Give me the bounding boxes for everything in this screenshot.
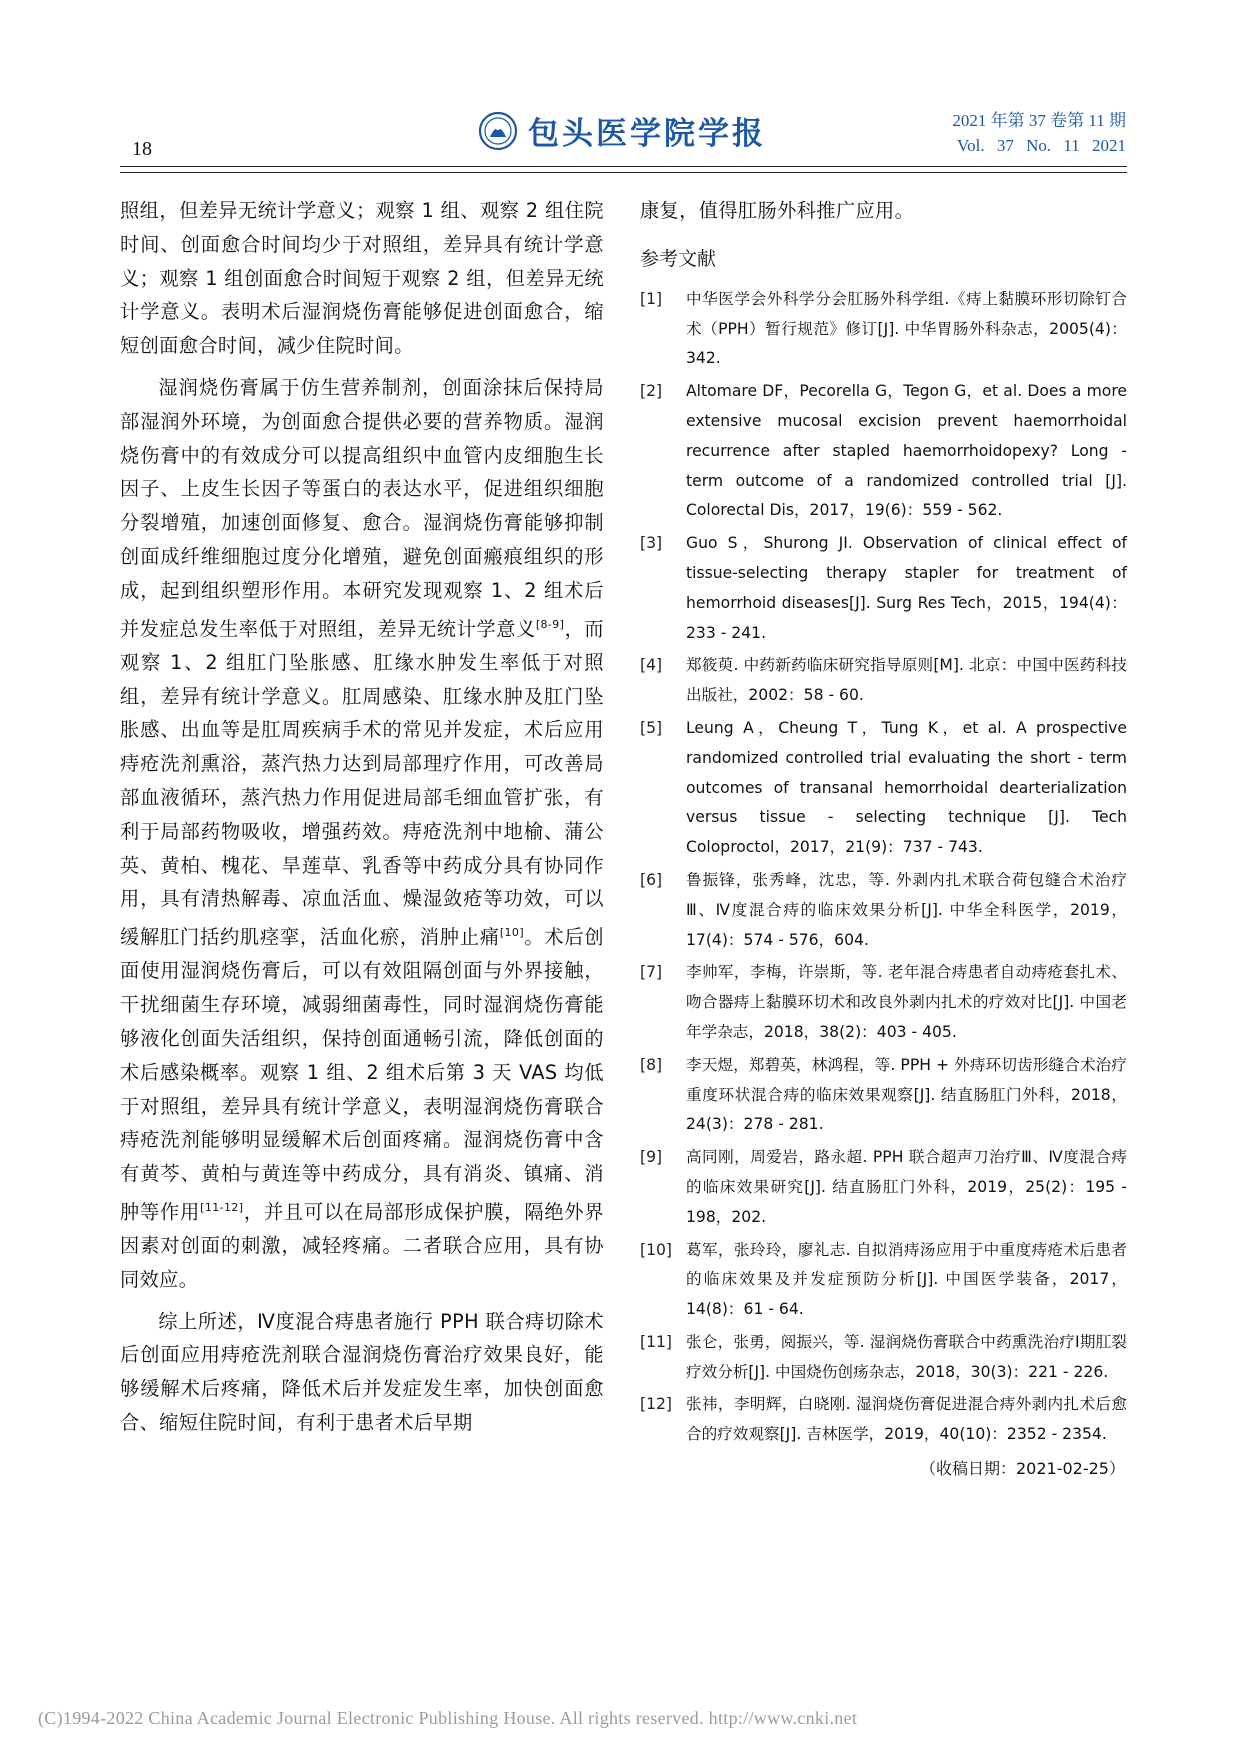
reference-number: [10] xyxy=(640,1240,673,1259)
journal-emblem-icon xyxy=(478,111,518,151)
reference-text: Altomare DF，Pecorella G，Tegon G，et al. Does a more extensive mucosal excision prevent haemorrhoidal recurrence after stapled haemorrhoidopexy? Long - term outcome of a randomized controlled trial [J]. Colorectal Dis，2017，19(6)：559 - 562. xyxy=(686,382,1127,520)
body-paragraph: 康复，值得肛肠外科推广应用。 xyxy=(640,199,915,222)
issue-en: Vol. 37 No. 11 2021 xyxy=(957,136,1126,155)
reference-text: Guo S，Shurong JI. Observation of clinical effect of tissue-selecting therapy stapler for treatment of hemorrhoid diseases[J]. Surg Res Tech，2015，194(4)：233 - 241. xyxy=(686,534,1127,642)
reference-number: [12] xyxy=(640,1395,673,1414)
reference-number: [8] xyxy=(640,1055,663,1074)
reference-number: [9] xyxy=(640,1148,663,1167)
body-paragraph: 综上所述，Ⅳ度混合痔患者施行 PPH 联合痔切除术后创面应用痔疮洗剂联合湿润烧伤膏治疗效果良好，能够缓解术后疼痛，降低术后并发症发生率，加快创面愈合、缩短住院时间，有利于患者术后早期 xyxy=(120,1309,604,1435)
reference-text: 张仑，张勇，阅振兴，等. 湿润烧伤膏联合中药熏洗治疗Ⅰ期肛裂疗效分析[J]. 中国烧伤创疡杂志，2018，30(3)：221 - 226. xyxy=(686,1332,1127,1381)
reference-text: 张祎，李明辉，白晓刚. 湿润烧伤膏促进混合痔外剥内扎术后愈合的疗效观察[J]. 吉林医学，2019，40(10)：2352 - 2354. xyxy=(686,1395,1127,1444)
citation: [11-12] xyxy=(200,1200,244,1214)
left-column xyxy=(120,194,604,1440)
page-number: 18 xyxy=(132,138,152,160)
reference-item xyxy=(640,651,1127,711)
reference-text: 李帅军，李梅，许崇斯，等. 老年混合痔患者自动痔疮套扎术、吻合器痔上黏膜环切术和改良外剥内扎术的疗效对比[J]. 中国老年学杂志，2018，38(2)：403 - 405. xyxy=(686,963,1127,1041)
footer-copyright: (C)1994-2022 China Academic Journal Electronic Publishing House. All rights reserved. http://www.cnki.net xyxy=(38,1708,858,1728)
reference-item xyxy=(640,1328,1127,1388)
reference-number: [2] xyxy=(640,382,663,401)
reference-text: Leung A，Cheung T，Tung K，et al. A prospective randomized controlled trial evaluating the short - term outcomes of transanal hemorrhoidal dearterialization versus tissue - selecting technique [J]. Tech Coloproctol，2017，21(9)：737 - 743. xyxy=(686,718,1127,857)
reference-number: [1] xyxy=(640,289,663,308)
issue-cn: 2021 年第 37 卷第 11 期 xyxy=(952,111,1126,130)
reference-text: 郑筱萸. 中药新药临床研究指导原则[M]. 北京：中国中医药科技出版社，2002：58 - 60. xyxy=(686,656,1127,705)
journal-logo xyxy=(478,108,766,153)
issue-info xyxy=(952,108,1126,158)
reference-text: 高同刚，周爱岩，路永超. PPH 联合超声刀治疗Ⅲ、Ⅳ度混合痔的临床效果研究[J]. 结直肠肛门外科，2019，25(2)：195 - 198，202. xyxy=(686,1148,1127,1226)
reference-item xyxy=(640,377,1127,526)
body-paragraph xyxy=(120,371,604,1297)
journal-name: 包头医学院学报 xyxy=(528,116,766,152)
reference-text: 李天煜，郑碧英，林鸿程，等. PPH + 外痔环切齿形缝合术治疗重度环状混合痔的临床效果观察[J]. 结直肠肛门外科，2018，24(3)：278 - 281. xyxy=(686,1055,1127,1134)
reference-item xyxy=(640,958,1127,1047)
reference-item xyxy=(640,1390,1127,1450)
header-rule xyxy=(120,166,1127,173)
reference-list xyxy=(640,285,1127,1450)
reference-item xyxy=(640,529,1127,648)
citation: [10] xyxy=(499,926,525,940)
body-text: 。术后创面使用湿润烧伤膏后，可以有效阻隔创面与外界接触，干扰细菌生存环境，减弱细菌毒性，同时湿润烧伤膏能够液化创面失活组织，保持创面通畅引流，降低创面的术后感染概率。观察 1 组、2 组术后第 3 天 VAS 均低于对照组，差异具有统计学意义，表明湿润烧伤膏联合痔疮洗剂能够明显缓解术后创面疼痛。湿润烧伤膏中含有黄芩、黄柏与黄连等中药成分，具有消炎、镇痛、消肿等作用 xyxy=(120,925,604,1224)
references-heading: 参考文献 xyxy=(640,247,717,270)
reference-text: 鲁振锋，张秀峰，沈忠，等. 外剥内扎术联合荷包缝合术治疗Ⅲ、Ⅳ度混合痔的临床效果分析[J]. 中华全科医学，2019，17(4)：574 - 576，604. xyxy=(686,870,1127,949)
body-text: ，并且可以在局部形成保护膜，隔绝外界因素对创面的刺激，减轻疼痛。二者联合应用，具有协同效应。 xyxy=(120,1200,604,1291)
body-text: ，而观察 1、2 组肛门坠胀感、肛缘水肿发生率低于对照组，差异有统计学意义。肛周感染、肛缘水肿及肛门坠胀感、出血等是肛周疾病手术的常见并发症，术后应用痔疮洗剂熏浴，蒸汽热力达到局部理疗作用，可改善局部血液循环，蒸汽热力作用促进局部毛细血管扩张，有利于局部药物吸收，增强药效。痔疮洗剂中地榆、蒲公英、黄柏、槐花、旱莲草、乳香等中药成分具有协同作用，具有清热解毒、凉血活血、燥湿敛疮等功效，可以缓解肛门括约肌痉挛，活血化瘀，消肿止痛 xyxy=(120,616,604,949)
citation: [8-9] xyxy=(535,617,565,631)
reference-item xyxy=(640,866,1127,955)
reference-number: [3] xyxy=(640,534,663,553)
reference-item xyxy=(640,1143,1127,1232)
reference-number: [7] xyxy=(640,963,663,982)
reference-item xyxy=(640,285,1127,374)
reference-item xyxy=(640,1236,1127,1325)
reference-item xyxy=(640,714,1127,863)
received-date: （收稿日期：2021-02-25） xyxy=(920,1459,1125,1479)
body-paragraph: 照组，但差异无统计学意义；观察 1 组、观察 2 组住院时间、创面愈合时间均少于对照组，差异具有统计学意义；观察 1 组创面愈合时间短于观察 2 组，但差异无统计学意义。表明术后湿润烧伤膏能够促进创面愈合，缩短创面愈合时间，减少住院时间。 xyxy=(120,199,604,358)
reference-text: 中华医学会外科学分会肛肠外科学组.《痔上黏膜环形切除钉合术（PPH）暂行规范》修订[J]. 中华胃肠外科杂志，2005(4)：342. xyxy=(686,289,1127,368)
reference-number: [4] xyxy=(640,656,663,675)
reference-text: 葛军，张玲玲，廖礼志. 自拟消痔汤应用于中重度痔疮术后患者的临床效果及并发症预防分析[J]. 中国医学装备，2017，14(8)：61 - 64. xyxy=(686,1240,1127,1319)
reference-number: [6] xyxy=(640,870,663,889)
reference-number: [5] xyxy=(640,718,663,737)
body-text: 湿润烧伤膏属于仿生营养制剂，创面涂抹后保持局部湿润外环境，为创面愈合提供必要的营养物质。湿润烧伤膏中的有效成分可以提高组织中血管内皮细胞生长因子、上皮生长因子等蛋白的表达水平，促进组织细胞分裂增殖，加速创面修复、愈合。湿润烧伤膏能够抑制创面成纤维细胞过度分化增殖，避免创面瘢痕组织的形成，起到组织塑形作用。本研究发现观察 1、2 组术后并发症总发生率低于对照组，差异无统计学意义 xyxy=(120,375,604,640)
reference-number: [11] xyxy=(640,1332,673,1351)
reference-item xyxy=(640,1051,1127,1140)
right-column xyxy=(640,194,1127,1479)
